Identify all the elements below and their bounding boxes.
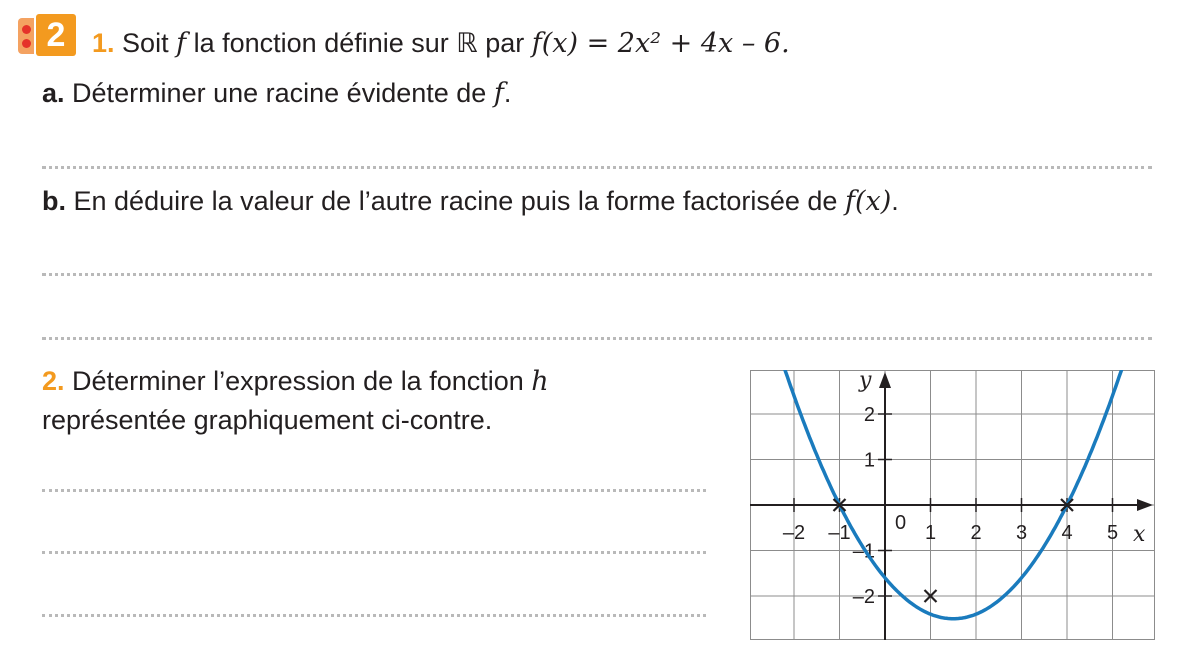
question-1a-label: a. (42, 78, 65, 108)
function-graph (750, 370, 1155, 640)
question-2-text-2: représentée graphiquement ci-contre. (42, 405, 493, 435)
y-axis-label: y (859, 370, 872, 393)
exercise-badge (18, 14, 80, 56)
y-tick-label: 2 (863, 404, 875, 426)
answer-line[interactable] (42, 337, 1152, 340)
question-1b-fx: f(x) (844, 186, 892, 217)
question-1b (42, 186, 899, 217)
answer-line[interactable] (42, 166, 1152, 169)
x-tick-label: 2 (970, 522, 982, 544)
badge-dot (22, 39, 31, 48)
question-1b-end: . (891, 186, 899, 216)
x-tick-label: 1 (924, 522, 937, 544)
question-1-set: ℝ (456, 28, 478, 58)
question-1b-text: En déduire la valeur de l’autre racine puis la forme factorisée de (73, 186, 838, 216)
question-1-text-before: Soit (122, 28, 169, 58)
question-1 (92, 28, 790, 59)
answer-line[interactable] (42, 273, 1152, 276)
question-2-text-1: Déterminer l’expression de la fonction (72, 366, 524, 396)
y-tick-label: 1 (863, 449, 875, 472)
x-tick-label: 3 (1015, 522, 1028, 544)
question-1-formula: f(x) = 2x² + 4x – 6. (531, 28, 790, 59)
x-tick-label: –2 (782, 522, 806, 544)
question-1-f: f (176, 28, 187, 59)
question-1-text-mid: la fonction définie sur (193, 28, 449, 58)
answer-line[interactable] (42, 614, 706, 617)
x-axis-label: x (1133, 522, 1146, 547)
question-1-text-par: par (485, 28, 525, 58)
question-1a-text: Déterminer une racine évidente de (72, 78, 487, 108)
y-axis-arrow (879, 372, 891, 388)
question-2-number: 2. (42, 366, 65, 396)
x-tick-label: 5 (1106, 522, 1119, 544)
curve-h (780, 370, 1126, 619)
x-tick-label: 4 (1061, 522, 1073, 544)
x-tick-label: –1 (828, 522, 851, 544)
x-axis-arrow (1137, 499, 1153, 511)
question-2-h: h (531, 366, 549, 397)
question-2-line-1 (42, 366, 549, 397)
answer-line[interactable] (42, 551, 706, 554)
exercise-number: 2 (36, 14, 76, 56)
y-tick-label: –1 (852, 540, 875, 563)
question-2-line-2 (42, 405, 492, 436)
origin-label: 0 (895, 512, 907, 534)
question-1-number: 1. (92, 28, 115, 58)
question-1a-f: f (493, 78, 504, 109)
badge-marker (18, 18, 34, 54)
question-1b-label: b. (42, 186, 66, 216)
answer-line[interactable] (42, 489, 706, 492)
y-tick-label: –2 (852, 586, 875, 608)
question-1a (42, 78, 511, 109)
question-1a-end: . (503, 78, 512, 108)
badge-dot (22, 25, 31, 34)
